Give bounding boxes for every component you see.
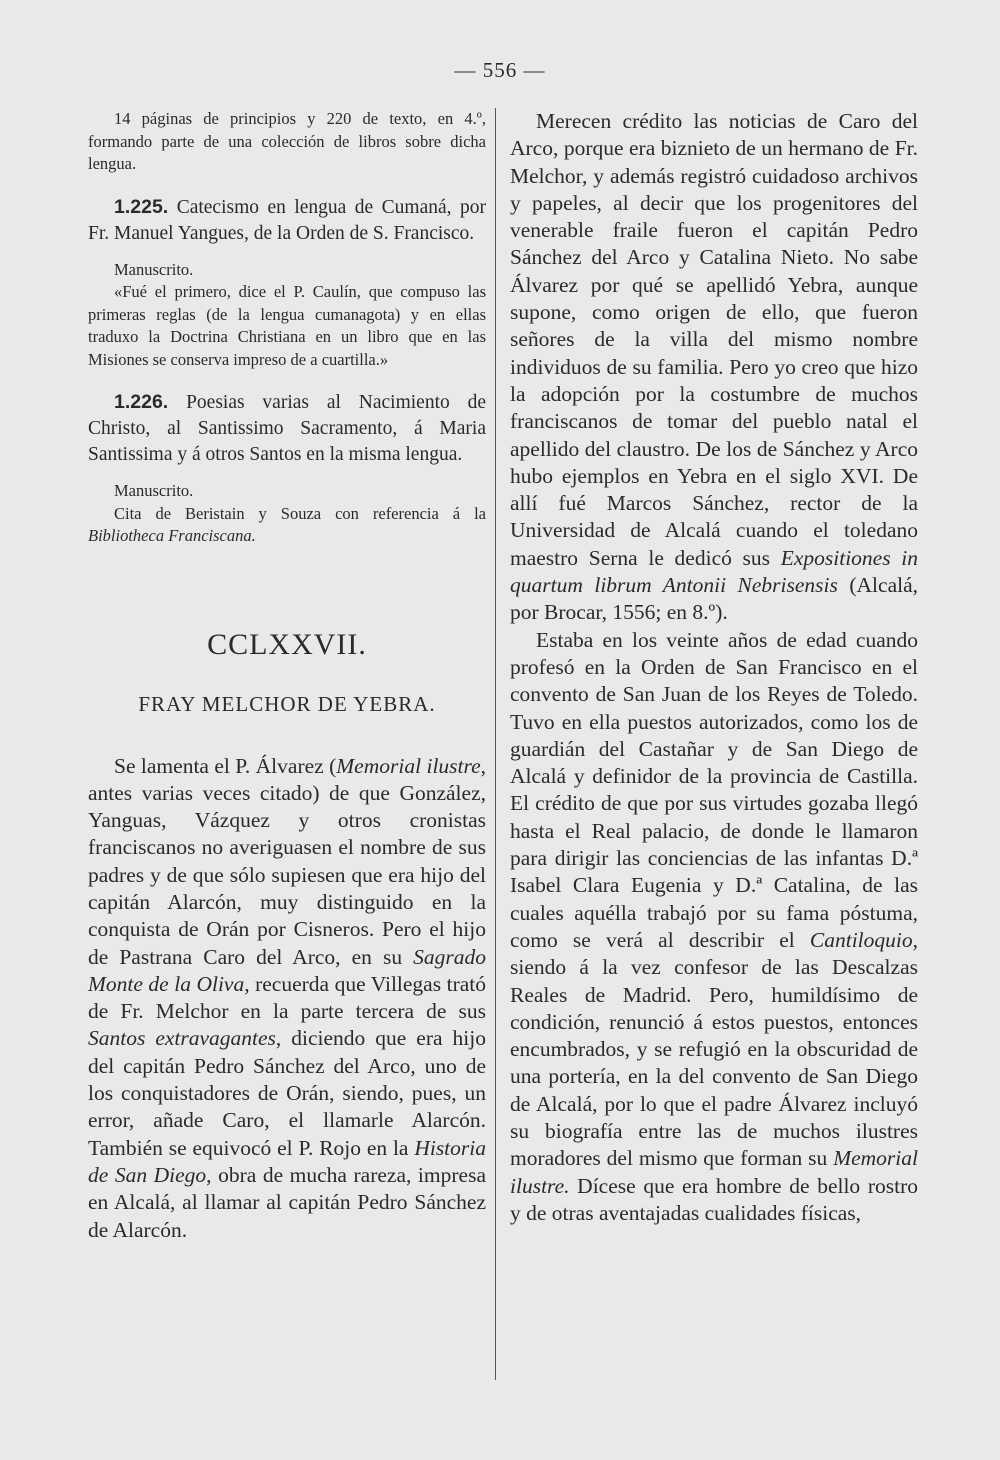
paragraph-intro: 14 páginas de principios y 220 de texto, en 4.º, formando parte de una colección de libros sobre dicha lengua. [88, 109, 486, 173]
entry-text: Catecismo en lengua de Cumaná, por Fr. Manuel Yangues, de la Orden de S. Francisco. [88, 196, 486, 244]
body-paragraph [510, 108, 918, 627]
entry-1225 [88, 194, 486, 247]
entry-note: Manuscrito. [114, 259, 194, 279]
page-number: — 556 — [454, 58, 546, 82]
entry-number: 1.225. [114, 195, 169, 218]
italic-title: Sagrado Monte de la Oliva [88, 944, 486, 996]
right-column [510, 108, 918, 1227]
text-run: , diciendo que era hijo del capitán Pedro Sánchez del Arco, uno de los conquistadores de Orán, siendo, pues, un error, añade Caro, el llamarle Alarcón. También se equivocó el P. Rojo en la [88, 1026, 486, 1160]
entry-number: 1.226. [114, 391, 169, 413]
text-run: Se lamenta el P. Álvarez ( [114, 753, 337, 778]
text-run: Merecen crédito las noticias de Caro del Arco, porque era biznieto de un hermano de Fr. Melchor, y además registró cuidadoso archivos y papeles, al decir que los progenitores del venerable fraile fueron el capitán Pedro Sánchez del Arco y Catalina Nieto. No sabe Álvarez por qué se apellidó Yebra, aunque supone, como origen de ello, que fueron señores de la villa del mismo nombre individuos de su familia. Pero yo creo que hizo la adopción por la costumbre de muchos franciscanos de tomar del pueblo natal el apellido del claustro. De los de Sánchez y Arco hubo ejemplos en Yebra en el siglo XVI. De allí fué Marcos Sánchez, rector de la Universidad de Alcalá cuando el toledano maestro Serna le dedicó sus [510, 109, 918, 570]
body-paragraph [510, 627, 918, 1228]
italic-title: Memorial ilustre [336, 753, 481, 778]
chapter-title: FRAY MELCHOR DE YEBRA. [138, 691, 436, 716]
text-run: , obra de mucha rareza, impresa en Alcalá, al llamar al capitán Pedro Sánchez de Alarcón. [88, 1162, 486, 1242]
entry-note: Manuscrito. [114, 481, 194, 500]
text-run: Dícese que era hombre de bello rostro y de otras aventajadas cualidades físicas, [510, 1173, 918, 1225]
text-run: Estaba en los veinte años de edad cuando profesó en la Orden de San Francisco en el convento de San Juan de los Reyes de Toledo. Tuvo en ella puestos autorizados, como los de guardián del Castañar y de San Diego de Alcalá y definidor de la provincia de Castilla. El crédito de que por sus virtudes gozaba llegó hasta el Real palacio, de donde le llamaron para dirigir las conciencias de las infantas D.ª Isabel Clara Eugenia y D.ª Catalina, de las cuales aquélla trabajó por su fama póstuma, como se verá al describir el [510, 627, 918, 952]
italic-title: Expositiones in quartum librum Antonii Nebrisensis [510, 545, 918, 598]
text-run: , recuerda que Villegas trató de Fr. Melchor en la parte tercera de sus [88, 971, 486, 1024]
text-run: , siendo á la vez confesor de las Descalzas Reales de Madrid. Pero, humildísimo de condición, renunció á estos puestos, entonces encumbrados, y se refugió en la obscuridad de una portería, en la del convento de San Diego de Alcalá, por lo que el padre Álvarez incluyó su biografía entre las de muchos ilustres moradores del mismo que forman su [510, 927, 918, 1171]
citation-title: Bibliotheca Franciscana. [88, 526, 256, 545]
left-column [88, 108, 486, 1244]
italic-title: Cantiloquio [809, 927, 913, 952]
citation-text: Cita de Beristain y Souza con referencia á la [114, 503, 486, 523]
entry-quote: «Fué el primero, dice el P. Caulín, que compuso las primeras reglas (de la lengua cumanagota) y en ellas traduxo la Doctrina Christiana en un libro que en las Misiones se conserva impreso de a cuartilla.» [88, 282, 486, 369]
italic-title: Historia de San Diego [88, 1135, 486, 1187]
italic-title: Memorial ilustre. [510, 1146, 918, 1198]
entry-1226 [88, 389, 486, 468]
italic-title: Santos extravagantes [88, 1026, 276, 1051]
entry-citation [88, 503, 486, 548]
text-run: , antes varias veces citado) de que González, Yanguas, Vázquez y otros cronistas franciscanos no averiguasen el nombre de sus padres y de que sólo supiesen que era hijo del capitán Alarcón, muy distinguido en la conquista de Orán por Cisneros. Pero el hijo de Pastrana Caro del Arco, en su [88, 753, 486, 969]
body-paragraph [88, 753, 486, 1244]
chapter-number: CCLXXVII. [207, 627, 367, 661]
text-run: (Alcalá, por Brocar, 1556; en 8.º). [510, 573, 918, 625]
column-divider [495, 108, 496, 1380]
entry-text: Poesias varias al Nacimiento de Christo, al Santissimo Sacramento, á Maria Santissima y á otros Santos en la misma lengua. [88, 392, 486, 465]
